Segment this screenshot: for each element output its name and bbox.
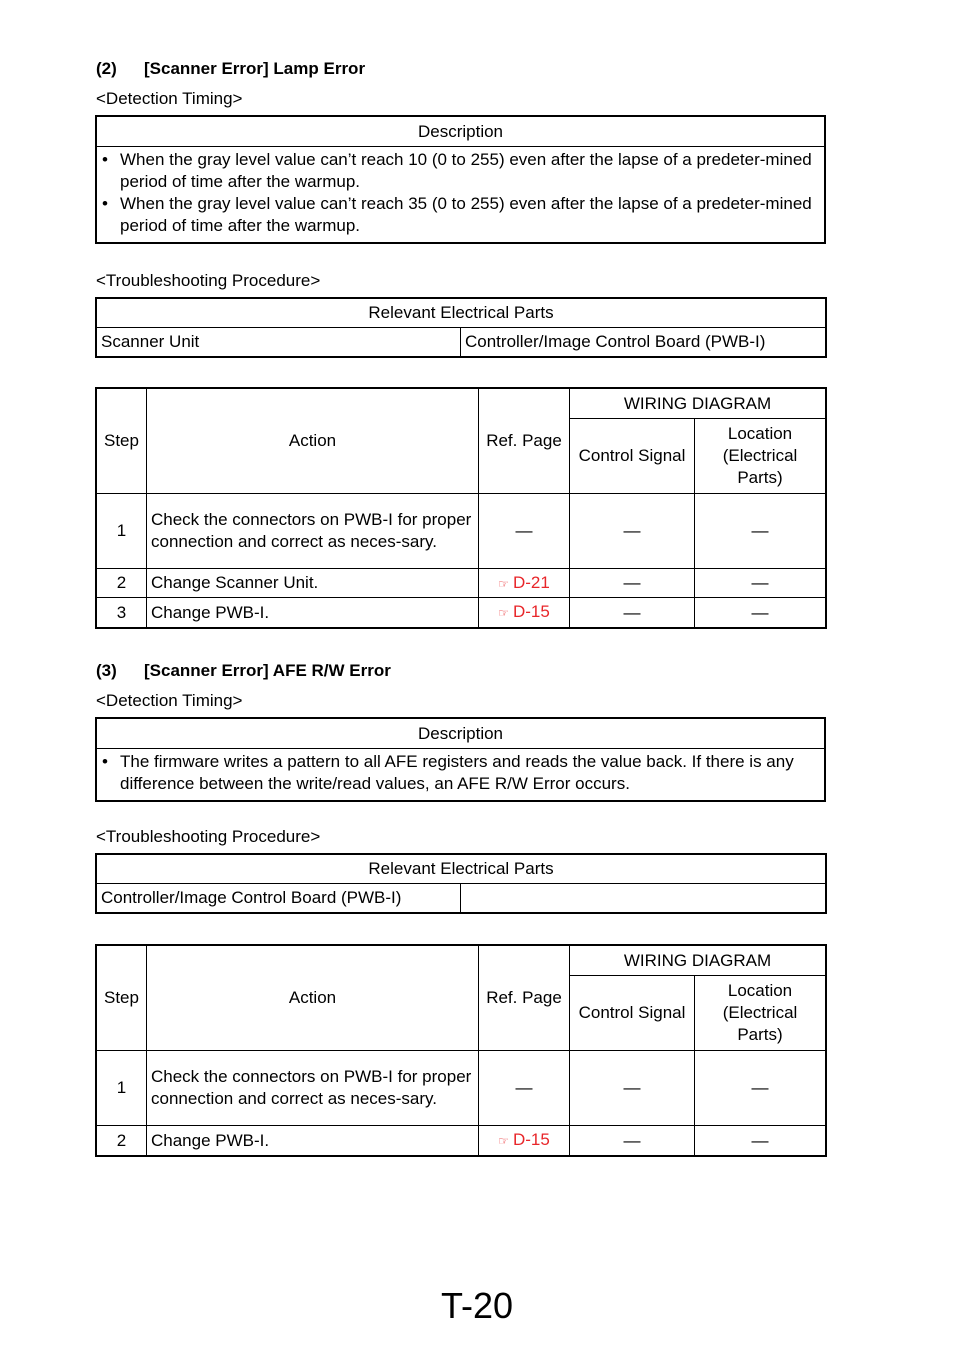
header-action: Action [147, 389, 479, 494]
step-action: Check the connectors on PWB-I for proper connection and correct as neces-sary. [147, 1051, 479, 1126]
step-location: — [695, 1051, 826, 1126]
relevant-parts-table-afe-error [96, 854, 826, 913]
ref-page-text: D-15 [512, 1130, 550, 1149]
detection-timing-label: <Detection Timing> [96, 89, 243, 108]
header-control-signal: Control Signal [570, 419, 695, 494]
step-action: Change PWB-I. [147, 598, 479, 628]
table-row [97, 1051, 826, 1126]
description-item: • When the gray level value can’t reach 10 (0 to 255) even after the lapse of a predeter-mined period of time after the warmup. [101, 149, 820, 193]
step-number: 1 [97, 494, 147, 569]
step-ref-link[interactable] [479, 569, 570, 598]
troubleshooting-label: <Troubleshooting Procedure> [96, 827, 321, 846]
part-cell: Controller/Image Control Board (PWB-I) [461, 328, 826, 357]
ref-page-text: D-21 [512, 572, 550, 592]
table-row [97, 569, 826, 598]
section-title-afe-error [96, 660, 391, 682]
parts-header: Relevant Electrical Parts [97, 299, 826, 328]
section-title-text: [Scanner Error] Lamp Error [144, 59, 366, 78]
step-control-signal: — [570, 494, 695, 569]
step-number: 2 [97, 569, 147, 598]
table-row [97, 1126, 826, 1156]
step-control-signal: — [570, 598, 695, 628]
description-item: • When the gray level value can’t reach 35 (0 to 255) even after the lapse of a predeter-mined period of time after the warmup. [101, 193, 820, 237]
step-location: — [695, 494, 826, 569]
part-cell [461, 884, 826, 913]
step-location: — [695, 569, 826, 598]
section-number: (2) [96, 59, 117, 78]
header-action: Action [147, 946, 479, 1051]
ref-page-text: D-15 [512, 602, 550, 621]
step-ref: — [479, 1051, 570, 1126]
header-location: Location (Electrical Parts) [695, 976, 826, 1051]
step-control-signal: — [570, 569, 695, 598]
step-ref: — [479, 494, 570, 569]
relevant-parts-table-lamp-error [96, 298, 826, 357]
steps-table-afe-error [96, 945, 826, 1156]
step-location: — [695, 598, 826, 628]
troubleshooting-label: <Troubleshooting Procedure> [96, 271, 321, 290]
header-wiring-diagram: WIRING DIAGRAM [570, 389, 826, 419]
table-row [97, 598, 826, 628]
parts-header: Relevant Electrical Parts [97, 855, 826, 884]
header-ref-page: Ref. Page [479, 946, 570, 1051]
description-item: • The firmware writes a pattern to all AFE registers and reads the value back. If there is any difference between the write/read values, an AFE R/W Error occurs. [101, 751, 820, 795]
section-number: (3) [96, 661, 117, 680]
header-location: Location (Electrical Parts) [695, 419, 826, 494]
header-step: Step [97, 389, 147, 494]
step-action: Check the connectors on PWB-I for proper connection and correct as neces-sary. [147, 494, 479, 569]
part-cell: Controller/Image Control Board (PWB-I) [97, 884, 461, 913]
step-location: — [695, 1126, 826, 1156]
steps-table-lamp-error [96, 388, 826, 628]
part-cell: Scanner Unit [97, 328, 461, 357]
step-number: 1 [97, 1051, 147, 1126]
detection-timing-label: <Detection Timing> [96, 691, 243, 710]
description-list [101, 149, 820, 237]
step-ref-link[interactable] [479, 598, 570, 628]
header-ref-page: Ref. Page [479, 389, 570, 494]
step-action: Change Scanner Unit. [147, 569, 479, 598]
header-wiring-diagram: WIRING DIAGRAM [570, 946, 826, 976]
step-number: 2 [97, 1126, 147, 1156]
pointing-hand-icon: ☞ [498, 606, 509, 620]
description-header: Description [97, 117, 825, 147]
step-action: Change PWB-I. [147, 1126, 479, 1156]
step-ref-link[interactable] [479, 1126, 570, 1156]
section-title-text: [Scanner Error] AFE R/W Error [144, 661, 391, 680]
table-row [97, 494, 826, 569]
page-number: T-20 [440, 1285, 514, 1326]
pointing-hand-icon: ☞ [498, 576, 509, 591]
description-table-afe-error [96, 718, 825, 801]
description-table-lamp-error [96, 116, 825, 243]
header-control-signal: Control Signal [570, 976, 695, 1051]
step-control-signal: — [570, 1051, 695, 1126]
header-step: Step [97, 946, 147, 1051]
section-title-lamp-error [96, 58, 365, 80]
description-header: Description [97, 719, 825, 749]
pointing-hand-icon: ☞ [498, 1134, 509, 1148]
description-list [101, 751, 820, 795]
step-control-signal: — [570, 1126, 695, 1156]
step-number: 3 [97, 598, 147, 628]
